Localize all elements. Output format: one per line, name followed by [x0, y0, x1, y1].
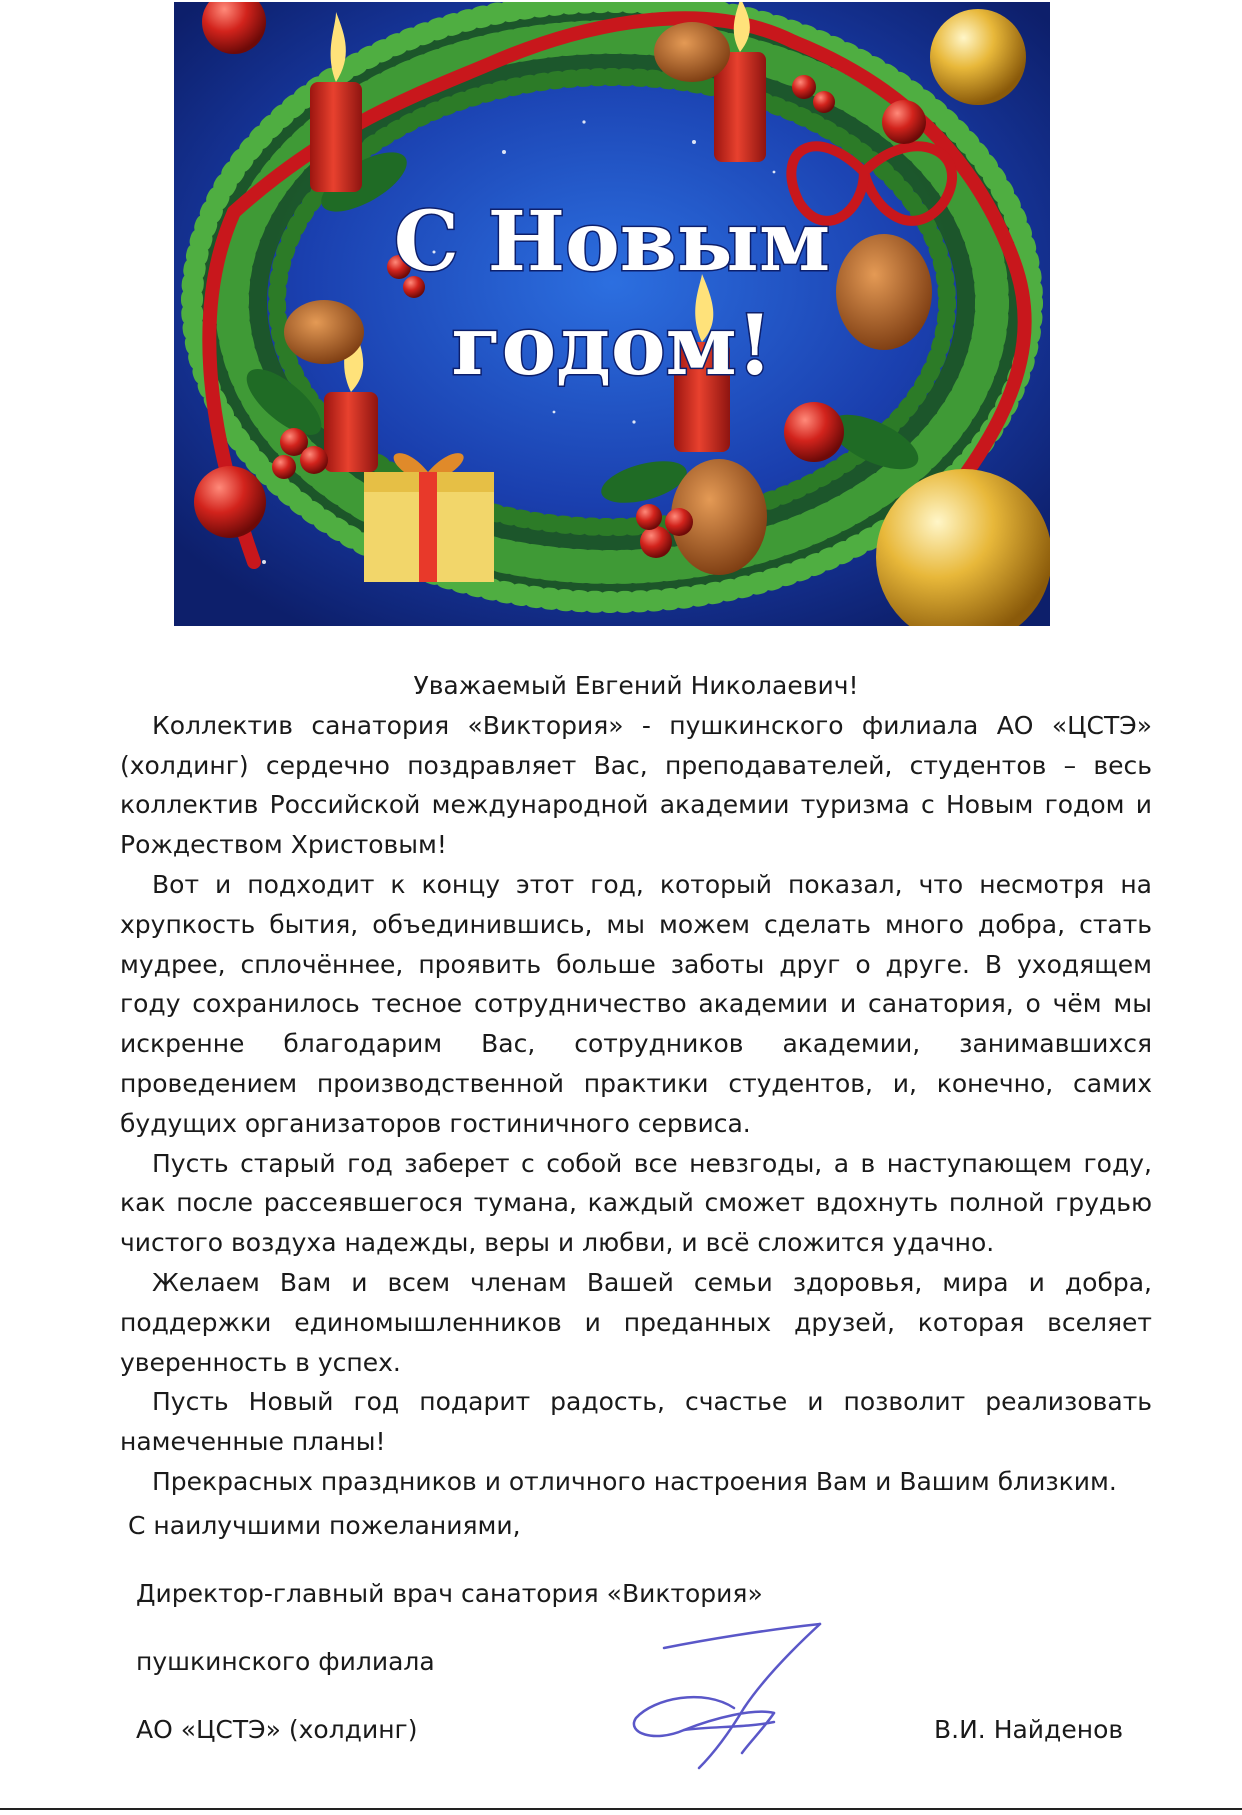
- paragraph-6: Прекрасных праздников и отличного настроения Вам и Вашим близким.: [152, 1466, 1117, 1496]
- signer-position-line1: Директор-главный врач санатория «Виктория»: [136, 1579, 763, 1608]
- paragraph-4: Желаем Вам и всем членам Вашей семьи здоровья, мира и добра, поддержки единомышленников и преданных друзей, которая вселяет уверенность в успех.: [120, 1267, 1152, 1377]
- handwritten-signature: [624, 1618, 834, 1778]
- signer-name: В.И. Найденов: [934, 1715, 1124, 1744]
- card-title-line1: С Новым: [393, 194, 831, 290]
- paragraph-1: Коллектив санатория «Виктория» - пушкинского филиала АО «ЦСТЭ» (холдинг) сердечно поздравляет Вас, преподавателей, студентов – весь коллектив Российской международной академии туризма с Новым годом и Рождеством Христовым!: [120, 710, 1152, 860]
- gift-box: [364, 453, 494, 582]
- bottom-divider: [0, 1808, 1242, 1810]
- paragraph-3: Пусть старый год заберет с собой все невзгоды, а в наступающем году, как после рассеявшегося тумана, каждый сможет вдохнуть полной грудью чистого воздуха надежды, веры и любви, и всё сложится удачно.: [120, 1148, 1152, 1258]
- closing-phrase: С наилучшими пожеланиями,: [128, 1511, 521, 1540]
- paragraph-5: Пусть Новый год подарит радость, счастье и позволит реализовать намеченные планы!: [120, 1387, 1152, 1457]
- greeting: Уважаемый Евгений Николаевич!: [413, 671, 859, 700]
- new-year-card-image: [174, 2, 1050, 626]
- paragraph-2: Вот и подходит к концу этот год, который показал, что несмотря на хрупкость бытия, объединившись, мы можем сделать много добра, стать мудрее, сплочённее, проявить больше заботы друг о друге. В уходящем году сохранилось тесное сотрудничество академии и санатория, о чём мы искренне благодарим Вас, сотрудников академии, занимавшихся проведением производственной практики студентов, и, конечно, самих будущих организаторов гостиничного сервиса.: [120, 869, 1152, 1138]
- letter-body: [120, 666, 1152, 1502]
- card-title-line2: годом!: [451, 298, 773, 394]
- signer-position-line2: пушкинского филиала: [136, 1647, 435, 1676]
- signer-position-line3: АО «ЦСТЭ» (холдинг): [136, 1715, 418, 1744]
